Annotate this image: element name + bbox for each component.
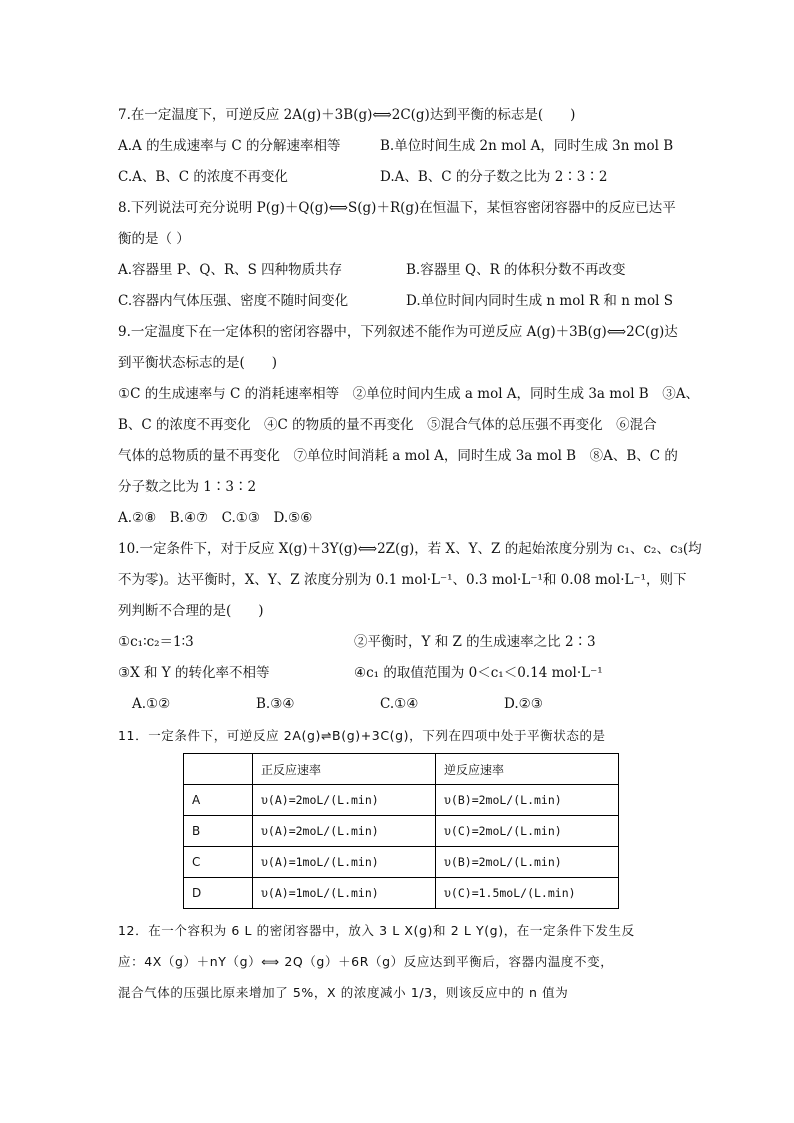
table-cell: υ(A)=1moL/(L.min) xyxy=(253,847,436,878)
q12-line-1: 12．在一个容积为 6 L 的密闭容器中，放入 3 L X(g)和 2 L Y(g)，在一定条件下发生反 xyxy=(118,923,635,938)
q12-line-2: 应：4X（g）＋nY（g）⟺ 2Q（g）＋6R（g）反应达到平衡后，容器内温度不变， xyxy=(118,954,614,969)
q8-option-d: D.单位时间内同时生成 n mol R 和 n mol S xyxy=(406,293,673,309)
q10-line-3: 列判断不合理的是( ) xyxy=(118,603,264,619)
table-row xyxy=(184,878,619,909)
table-header-cell: 正反应速率 xyxy=(253,754,436,785)
q9-line-1: 9.一定温度下在一定体积的密闭容器中，下列叙述不能作为可逆反应 A(g)＋3B(g)⟺2C(g)达 xyxy=(118,324,678,340)
table-cell: υ(A)=1moL/(L.min) xyxy=(253,878,436,909)
table-header-cell: 逆反应速率 xyxy=(436,754,619,785)
exam-page xyxy=(118,100,702,1008)
table-header-row xyxy=(184,754,619,785)
q8-option-a: A.容器里 P、Q、R、S 四种物质共存 xyxy=(118,262,343,278)
q12-line-3: 混合气体的压强比原来增加了 5%，X 的浓度减小 1/3，则该反应中的 n 值为 xyxy=(118,985,569,1000)
q8-option-b: B.容器里 Q、R 的体积分数不再改变 xyxy=(406,262,626,278)
table-cell: υ(B)=2moL/(L.min) xyxy=(436,785,619,816)
q10-item-1: ①c₁∶c₂＝1∶3 xyxy=(118,634,194,650)
q10-option-b: B.③④ xyxy=(256,696,295,712)
table-cell: υ(B)=2moL/(L.min) xyxy=(436,847,619,878)
table-row xyxy=(184,785,619,816)
table-cell: D xyxy=(184,878,253,909)
q9-line-5: 气体的总物质的量不再变化 ⑦单位时间消耗 a mol A，同时生成 3a mol B ⑧A、B、C 的 xyxy=(118,448,678,464)
q10-items-row-2 xyxy=(118,658,678,689)
q7-option-b: B.单位时间生成 2n mol A，同时生成 3n mol B xyxy=(380,138,674,154)
q8-stem-line-2: 衡的是（ ） xyxy=(118,231,190,247)
q9-line-2: 到平衡状态标志的是( ) xyxy=(118,355,278,371)
table-row xyxy=(184,816,619,847)
q10-item-4: ④c₁ 的取值范围为 0＜c₁＜0.14 mol·L⁻¹ xyxy=(354,665,603,681)
q7-option-d: D.A、B、C 的分子数之比为 2∶3∶2 xyxy=(380,169,608,185)
q11-stem: 11．一定条件下，可逆反应 2A(g)⇌B(g)+3C(g)，下列在四项中处于平衡状态的是 xyxy=(118,728,606,743)
table-cell: υ(C)=1.5moL/(L.min) xyxy=(436,878,619,909)
table-header-cell xyxy=(184,754,253,785)
table-cell: B xyxy=(184,816,253,847)
q10-line-2: 不为零)。达平衡时，X、Y、Z 浓度分别为 0.1 mol·L⁻¹、0.3 mol·L⁻¹和 0.08 mol·L⁻¹，则下 xyxy=(118,572,687,588)
q9-line-4: B、C 的浓度不再变化 ④C 的物质的量不再变化 ⑤混合气体的总压强不再变化 ⑥混合 xyxy=(118,417,657,433)
q10-item-3: ③X 和 Y 的转化率不相等 xyxy=(118,665,270,681)
q10-option-d: D.②③ xyxy=(504,696,543,712)
q8-options-row-2 xyxy=(118,286,678,317)
table-cell: A xyxy=(184,785,253,816)
q8-stem-line-1: 8.下列说法可充分说明 P(g)＋Q(g)⟺S(g)＋R(g)在恒温下，某恒容密闭容器中的反应已达平 xyxy=(118,200,676,216)
q9-options: A.②⑧ B.④⑦ C.①③ D.⑤⑥ xyxy=(118,510,313,526)
q7-option-c: C.A、B、C 的浓度不再变化 xyxy=(118,169,288,185)
table-cell: C xyxy=(184,847,253,878)
table-cell: υ(A)=2moL/(L.min) xyxy=(253,816,436,847)
q11-rate-table xyxy=(183,753,619,909)
q9-line-6: 分子数之比为 1∶3∶2 xyxy=(118,479,257,495)
q8-option-c: C.容器内气体压强、密度不随时间变化 xyxy=(118,293,349,309)
q7-option-a: A.A 的生成速率与 C 的分解速率相等 xyxy=(118,138,341,154)
q10-items-row-1 xyxy=(118,627,678,658)
q8-options-row-1 xyxy=(118,255,678,286)
table-row xyxy=(184,847,619,878)
q10-option-c: C.①④ xyxy=(380,696,419,712)
q7-options-row-1 xyxy=(118,131,678,162)
q7-stem: 7.在一定温度下，可逆反应 2A(g)＋3B(g)⟺2C(g)达到平衡的标志是( ) xyxy=(118,107,576,123)
q10-options-row xyxy=(118,689,678,720)
q10-option-a: A.①② xyxy=(132,696,171,712)
q10-line-1: 10.一定条件下，对于反应 X(g)＋3Y(g)⟺2Z(g)，若 X、Y、Z 的起始浓度分别为 c₁、c₂、c₃(均 xyxy=(118,541,702,557)
table-cell: υ(C)=2moL/(L.min) xyxy=(436,816,619,847)
q10-item-2: ②平衡时，Y 和 Z 的生成速率之比 2∶3 xyxy=(354,634,596,650)
q9-line-3: ①C 的生成速率与 C 的消耗速率相等 ②单位时间内生成 a mol A，同时生成 3a mol B ③A、 xyxy=(118,386,699,402)
q7-options-row-2 xyxy=(118,162,678,193)
table-cell: υ(A)=2moL/(L.min) xyxy=(253,785,436,816)
